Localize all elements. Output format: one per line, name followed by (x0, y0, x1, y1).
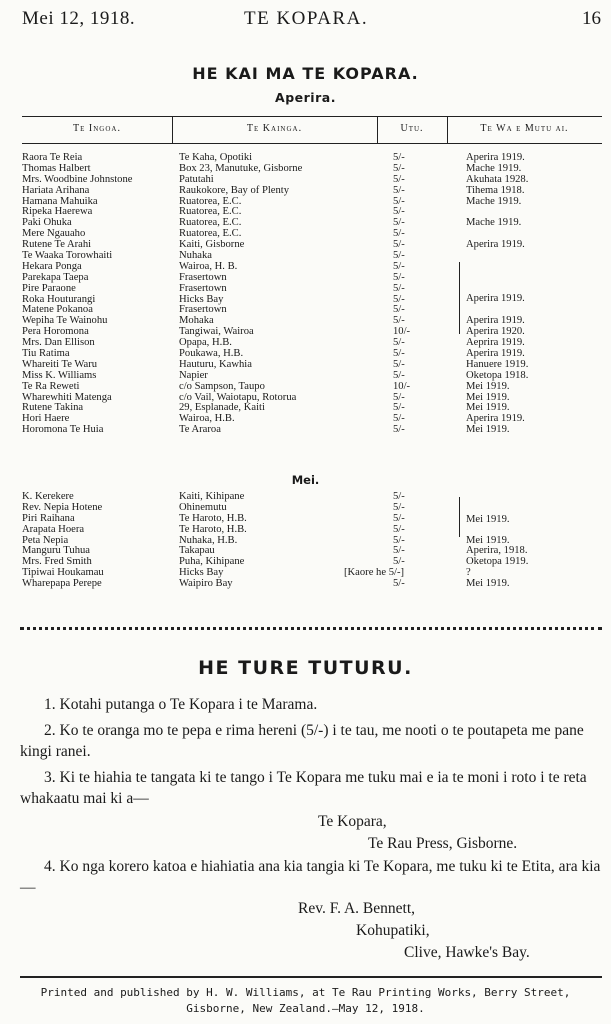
subscription-amount: 5/- (393, 228, 405, 240)
expiry-date: Mei 1919. (466, 424, 510, 436)
table-row (22, 503, 602, 514)
expiry-date: Aperira 1919. (466, 152, 525, 163)
subscriber-place: Tangiwai, Wairoa (179, 326, 254, 338)
table-row (22, 382, 602, 393)
brace-aperira-label: Aperira 1919. (466, 293, 525, 304)
column-header-when: Te Wa e Mutu ai. (480, 123, 569, 134)
subscription-amount: 5/- (393, 271, 405, 283)
imprint-line-1: Printed and published by H. W. Williams, at Te Rau Printing Works, Berry Street, (40, 986, 571, 999)
subscriber-place: Ruatorea, E.C. (179, 195, 242, 207)
table-row (22, 393, 602, 404)
expiry-date: Mache 1919. (466, 195, 522, 207)
subscriber-place: Patutahi (179, 173, 214, 185)
table-row (22, 197, 602, 208)
column-divider (447, 117, 448, 144)
subscription-amount: 5/- (393, 534, 405, 546)
rule-4-address-2: Kohupatiki, (356, 922, 430, 939)
subscribers-heading: HE KAI MA TE KOPARA. (192, 64, 419, 83)
subscriber-name: Piri Raihana (22, 512, 75, 524)
subscription-amount: 5/- (393, 184, 405, 196)
table-row (22, 251, 602, 262)
dotted-divider (20, 627, 602, 630)
subscription-amount: 5/- (393, 491, 405, 502)
subscription-amount: 5/- (393, 512, 405, 524)
subscriber-name: Mere Ngauaho (22, 228, 86, 240)
subscriber-place: Puha, Kihipane (179, 556, 245, 568)
subscriber-name: Hori Haere (22, 413, 70, 425)
subscriber-place: Te Araroa (179, 424, 221, 436)
subscription-amount: 5/- (393, 402, 405, 414)
subscriber-place: Mohaka (179, 315, 214, 327)
subscription-amount: 5/- (393, 545, 405, 557)
subscriber-place: Ruatorea, E.C. (179, 217, 242, 229)
subscriber-name: Pera Horomona (22, 326, 89, 338)
subscription-amount: 5/- (393, 250, 405, 262)
expiry-date: Mei 1919. (466, 402, 510, 414)
subscriber-place: Frasertown (179, 282, 227, 294)
rule-3: 3. Ki te hiahia te tangata ki te tango i Te Kopara me tuku mai e ia te moni i roto i te reta whakaatu mai ki a— (20, 769, 587, 807)
subscription-amount: 5/- (393, 152, 405, 163)
expiry-date: Aperira, 1918. (466, 545, 528, 557)
rule-2: 2. Ko te oranga mo te pepa e rima hereni (5/-) i te tau, me nooti o te poutapeta me pane kingi ranei. (20, 722, 584, 760)
rule-1: 1. Kotahi putanga o Te Kopara i te Marama. (44, 696, 318, 713)
expiry-date: Aeprira 1919. (466, 337, 525, 349)
subscriber-place: Waipiro Bay (179, 578, 233, 590)
subscriber-place: Wairoa, H. B. (179, 260, 238, 272)
rule-4-address-1: Rev. F. A. Bennett, (298, 900, 416, 917)
table-row (22, 579, 602, 590)
rule-4-address-3: Clive, Hawke's Bay. (404, 944, 530, 961)
expiry-date: Aperira 1919. (466, 348, 525, 360)
subscriber-name: Te Waaka Torowhaiti (22, 250, 113, 262)
table-row (22, 514, 602, 525)
expiry-date: Mei 1919. (466, 380, 510, 392)
subscriber-place: c/o Sampson, Taupo (179, 380, 265, 392)
subscriber-name: Mrs. Dan Ellison (22, 337, 95, 349)
subscriber-place: c/o Vail, Waiotapu, Rotorua (179, 391, 297, 403)
expiry-date: Aperira 1920. (466, 326, 525, 338)
subscriber-name: Horomona Te Huia (22, 424, 104, 436)
rule-3-address-1: Te Kopara, (318, 813, 387, 830)
subscription-amount: 5/- (393, 206, 405, 218)
page-number: 16 (582, 8, 601, 29)
table-row (22, 557, 602, 568)
expiry-date: Oketopa 1919. (466, 556, 529, 568)
column-header-utu: Utu. (400, 123, 424, 134)
subscriber-name: Mrs. Woodbine Johnstone (22, 173, 133, 185)
footer-rule (20, 976, 602, 978)
subscriber-name: Wharewhiti Matenga (22, 391, 112, 403)
subscriber-name: Paki Ohuka (22, 217, 72, 229)
subscriber-place: Ruatorea, E.C. (179, 228, 242, 240)
subscriber-place: Hauturu, Kawhia (179, 358, 252, 370)
brace-mei-label: Mei 1919. (466, 514, 510, 525)
imprint-line-2: Gisborne, New Zealand.—May 12, 1918. (186, 1002, 425, 1015)
subscriber-name: Roka Houturangi (22, 293, 96, 305)
subscriber-name: Miss K. Williams (22, 369, 97, 381)
expiry-date: Aperira 1919. (466, 315, 525, 327)
subscriber-name: Te Ra Reweti (22, 380, 80, 392)
expiry-date: Aperira 1919. (466, 239, 525, 251)
expiry-date: Mache 1919. (466, 162, 522, 174)
subscription-amount: 10/- (393, 380, 411, 392)
mei-rows (22, 492, 602, 590)
subscriber-place: Frasertown (179, 304, 227, 316)
expiry-date: Hanuere 1919. (466, 358, 529, 370)
month-heading-aperira: Aperira. (275, 90, 336, 105)
subscriber-name: Thomas Halbert (22, 162, 91, 174)
subscription-amount: 5/- (393, 348, 405, 360)
subscriber-place: Box 23, Manutuke, Gisborne (179, 162, 303, 174)
subscriber-place: Frasertown (179, 271, 227, 283)
subscriber-name: Raora Te Reia (22, 152, 83, 163)
subscriber-name: Wepiha Te Wainohu (22, 315, 108, 327)
subscription-amount: 5/- (393, 556, 405, 568)
brace-aperira (459, 262, 460, 334)
column-header-name: Te Ingoa. (73, 123, 121, 134)
subscriber-name: Rutene Takina (22, 402, 84, 414)
subscriber-name: Hamana Mahuika (22, 195, 98, 207)
subscriber-name: Rev. Nepia Hotene (22, 501, 103, 513)
table-row (22, 525, 602, 536)
subscriber-name: K. Kerekere (22, 491, 74, 502)
subscription-amount: 5/- (393, 413, 405, 425)
subscriber-name: Parekapa Taepa (22, 271, 89, 283)
table-row (22, 425, 602, 436)
table-row (22, 218, 602, 229)
table-row (22, 492, 602, 503)
subscriber-place: Raukokore, Bay of Plenty (179, 184, 290, 196)
paper-title: TE KOPARA. (244, 8, 369, 29)
subscription-amount: 5/- (393, 293, 405, 305)
subscriber-place: Te Haroto, H.B. (179, 512, 247, 524)
column-header-place: Te Kainga. (246, 123, 303, 134)
subscription-amount: 5/- (393, 424, 405, 436)
subscriber-place: Ruatorea, E.C. (179, 206, 242, 218)
subscriber-place: Ohinemutu (179, 501, 227, 513)
subscription-amount: 10/- (393, 326, 411, 338)
subscription-amount: 5/- (393, 337, 405, 349)
subscription-amount: 5/- (393, 501, 405, 513)
subscription-amount: 5/- (393, 358, 405, 370)
rules-heading: HE TURE TUTURU. (198, 657, 413, 679)
subscriber-name: Hekara Ponga (22, 260, 82, 272)
subscription-amount: 5/- (393, 239, 405, 251)
table-row (22, 568, 602, 579)
subscriber-name: Manguru Tuhua (22, 545, 90, 557)
subscriber-name: Rutene Te Arahi (22, 239, 92, 251)
subscription-amount: [Kaore he 5/-] (344, 567, 404, 579)
expiry-date: Mache 1919. (466, 217, 522, 229)
subscriber-name: Matene Pokanoa (22, 304, 93, 316)
subscriber-place: Opapa, H.B. (179, 337, 232, 349)
expiry-date: Mei 1919. (466, 534, 510, 546)
subscriber-name: Tiu Ratima (22, 348, 70, 360)
subscription-amount: 5/- (393, 391, 405, 403)
subscriber-name: Pire Paraone (22, 282, 76, 294)
brace-mei (459, 497, 460, 537)
expiry-date: Aperira 1919. (466, 413, 525, 425)
subscriber-place: Te Haroto, H.B. (179, 523, 247, 535)
subscriber-name: Mrs. Fred Smith (22, 556, 92, 568)
subscriber-name: Whareiti Te Waru (22, 358, 98, 370)
subscriber-place: Wairoa, H.B. (179, 413, 235, 425)
expiry-date: Oketopa 1918. (466, 369, 529, 381)
subscriber-place: Nuhaka, H.B. (179, 534, 238, 546)
rule-3-address-2: Te Rau Press, Gisborne. (368, 835, 518, 852)
column-divider (377, 117, 378, 144)
subscriber-place: 29, Esplanade, Kaiti (179, 402, 265, 414)
subscriber-name: Arapata Hoera (22, 523, 85, 535)
subscription-amount: 5/- (393, 523, 405, 535)
subscriber-name: Peta Nepia (22, 534, 69, 546)
subscriber-place: Poukawa, H.B. (179, 348, 244, 360)
subscribers-table-header (22, 116, 602, 144)
subscriber-place: Takapau (179, 545, 215, 557)
subscriber-place: Napier (179, 369, 208, 381)
subscription-amount: 5/- (393, 260, 405, 272)
subscription-amount: 5/- (393, 369, 405, 381)
subscriber-place: Nuhaka (179, 250, 212, 262)
subscription-amount: 5/- (393, 282, 405, 294)
subscriber-place: Hicks Bay (179, 567, 224, 579)
expiry-date: Tihema 1918. (466, 184, 525, 196)
subscription-amount: 5/- (393, 578, 405, 590)
table-row (22, 262, 602, 273)
table-row (22, 186, 602, 197)
subscriber-name: Hariata Arihana (22, 184, 90, 196)
subscriber-name: Wharepapa Perepe (22, 578, 102, 590)
expiry-date: Mei 1919. (466, 391, 510, 403)
subscription-amount: 5/- (393, 304, 405, 316)
subscription-amount: 5/- (393, 315, 405, 327)
table-row (22, 273, 602, 284)
running-header (22, 8, 601, 34)
table-row (22, 371, 602, 382)
subscription-amount: 5/- (393, 217, 405, 229)
expiry-date: Akuhata 1928. (466, 173, 529, 185)
rule-4: 4. Ko nga korero katoa e hiahiatia ana kia tangia ki Te Kopara, me tuku ki te Etita, ara kia— (20, 858, 601, 896)
expiry-date: Mei 1919. (466, 578, 510, 590)
subscriber-place: Kaiti, Kihipane (179, 491, 245, 502)
column-divider (172, 117, 173, 144)
expiry-date: ? (466, 567, 471, 579)
subscriber-name: Tipiwai Houkamau (22, 567, 104, 579)
subscriber-place: Te Kaha, Opotiki (179, 152, 253, 163)
subscription-amount: 5/- (393, 162, 405, 174)
table-row (22, 414, 602, 425)
subscription-amount: 5/- (393, 173, 405, 185)
issue-date: Mei 12, 1918. (22, 8, 136, 29)
subscriber-place: Kaiti, Gisborne (179, 239, 245, 251)
subscription-amount: 5/- (393, 195, 405, 207)
month-heading-mei: Mei. (291, 473, 320, 487)
subscriber-place: Hicks Bay (179, 293, 224, 305)
subscriber-name: Ripeka Haerewa (22, 206, 93, 218)
